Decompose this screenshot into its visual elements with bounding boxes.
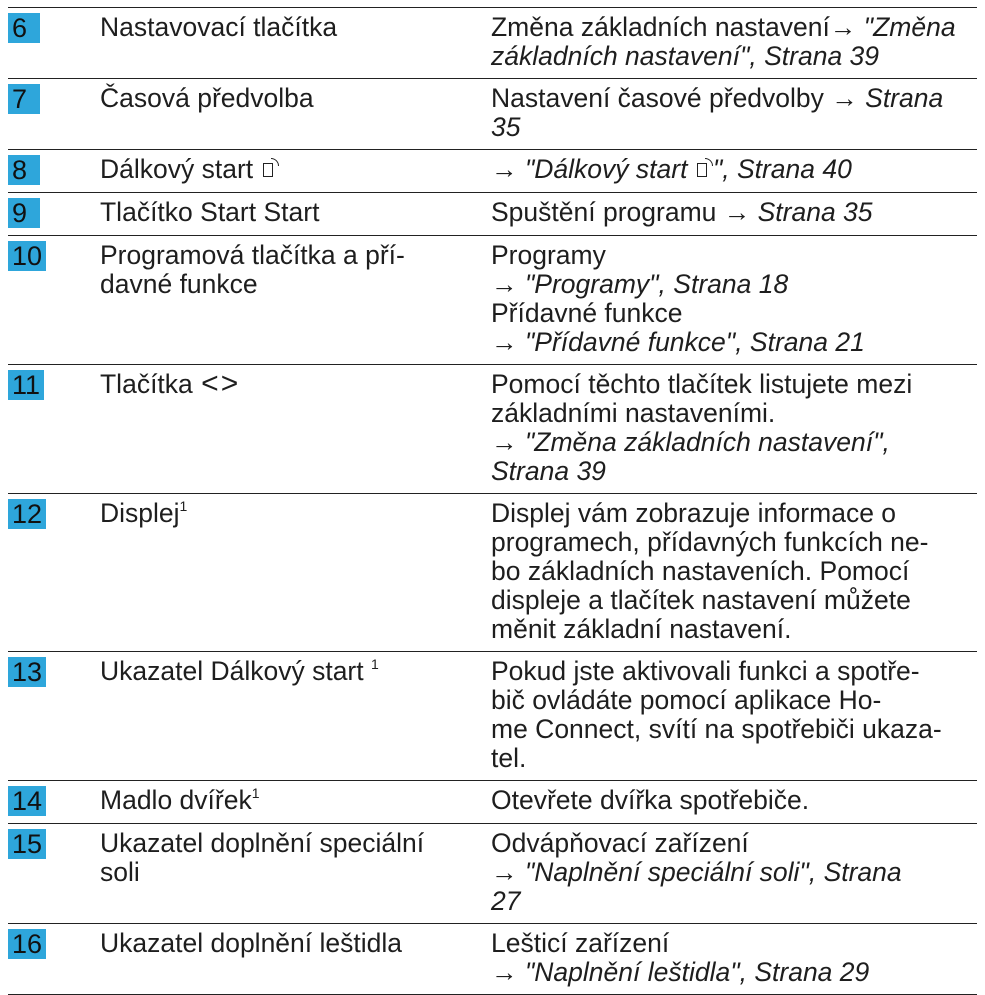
description-line	[491, 13, 977, 42]
item-number-badge: 16	[8, 929, 46, 959]
description-line	[491, 686, 977, 715]
description-line	[491, 399, 977, 428]
description-line	[491, 42, 977, 71]
control-description	[491, 79, 977, 150]
page-reference: 27	[491, 886, 521, 916]
table-row	[8, 824, 977, 924]
item-number-badge: 13	[8, 657, 46, 687]
description-line	[491, 829, 977, 858]
description-text: Spuštění programu →	[491, 197, 758, 227]
control-name	[100, 652, 491, 781]
footnote-marker: 1	[370, 656, 379, 672]
row-number-cell	[8, 79, 100, 150]
description-line	[491, 155, 977, 184]
control-name-text: Dálkový start	[100, 154, 254, 184]
page-reference: "Změna základních nastavení",	[524, 427, 890, 457]
row-number-cell	[8, 365, 100, 494]
control-name	[100, 365, 491, 494]
description-line	[491, 241, 977, 270]
description-text: bo základních nastaveních. Pomocí	[491, 556, 910, 586]
description-line	[491, 858, 977, 887]
description-line	[491, 328, 977, 357]
table-row	[8, 150, 977, 193]
row-number-cell	[8, 193, 100, 236]
description-text: Pokud jste aktivovali funkci a spotře-	[491, 656, 920, 686]
page-reference: "Naplnění speciální soli", Strana	[524, 857, 902, 887]
description-text: Otevřete dvířka spotřebiče.	[491, 785, 810, 815]
remote-start-icon-wave	[705, 158, 713, 166]
description-text: měnit základní nastavení.	[491, 614, 792, 644]
footnote-marker: 1	[251, 785, 260, 801]
description-text: →	[491, 957, 525, 987]
control-description	[491, 494, 977, 652]
description-text: Změna základních nastavení→	[491, 12, 864, 42]
page-reference: "Změna	[863, 12, 956, 42]
page-reference: základních nastavení", Strana 39	[491, 41, 880, 71]
description-line	[491, 657, 977, 686]
description-text: Lešticí zařízení	[491, 928, 670, 958]
description-line	[491, 270, 977, 299]
description-text: programech, přídavných funkcích ne-	[491, 527, 929, 557]
control-name-text: Ukazatel doplnění leštidla	[100, 928, 402, 958]
control-name-text: Časová předvolba	[100, 83, 314, 113]
control-name-text: Tlačítka	[100, 369, 193, 399]
description-line	[491, 299, 977, 328]
description-line	[491, 958, 977, 987]
description-line	[491, 499, 977, 528]
page-reference: "Naplnění leštidla", Strana 29	[524, 957, 870, 987]
control-name-text: Ukazatel Dálkový start	[100, 656, 371, 686]
item-number-badge: 6	[8, 13, 40, 43]
description-line	[491, 744, 977, 773]
table-row	[8, 236, 977, 365]
control-description	[491, 193, 977, 236]
item-number-badge: 9	[8, 198, 40, 228]
control-description	[491, 652, 977, 781]
remote-start-icon	[261, 158, 279, 180]
item-number-badge: 15	[8, 829, 46, 859]
control-description	[491, 781, 977, 824]
remote-start-icon-wave	[271, 158, 279, 166]
row-number-cell	[8, 781, 100, 824]
control-description	[491, 924, 977, 995]
description-text: →	[491, 857, 525, 887]
control-name-line: davné funkce	[100, 269, 258, 299]
description-line	[491, 528, 977, 557]
description-line	[491, 887, 977, 916]
page-reference: Strana 39	[491, 456, 606, 486]
control-description	[491, 824, 977, 924]
control-name	[100, 193, 491, 236]
control-description	[491, 8, 977, 79]
description-text: →	[491, 327, 525, 357]
row-number-cell	[8, 8, 100, 79]
description-text: Pomocí těchto tlačítek listujete mezi	[491, 369, 913, 399]
description-text: →	[491, 427, 525, 457]
table-row	[8, 652, 977, 781]
description-text: základními nastaveními.	[491, 398, 776, 428]
control-reference-table	[8, 7, 977, 995]
control-name	[100, 824, 491, 924]
control-name-text: Madlo dvířek	[100, 785, 252, 815]
table-row	[8, 193, 977, 236]
control-name	[100, 924, 491, 995]
page-reference: Strana 35	[757, 197, 873, 227]
control-name	[100, 8, 491, 79]
table-row	[8, 924, 977, 995]
item-number-badge: 10	[8, 241, 46, 271]
row-number-cell	[8, 494, 100, 652]
table-row	[8, 781, 977, 824]
chevron-left-icon: <	[201, 367, 219, 400]
page-reference: 35	[491, 112, 521, 142]
description-text: me Connect, svítí na spotřebiči ukaza-	[491, 714, 942, 744]
item-number-badge: 11	[8, 370, 44, 400]
control-description	[491, 365, 977, 494]
description-text: displeje a tlačítek nastavení můžete	[491, 585, 911, 615]
row-number-cell	[8, 236, 100, 365]
footnote-marker: 1	[179, 498, 188, 514]
description-text: Odvápňovací zařízení	[491, 828, 749, 858]
control-name-text: Tlačítko Start Start	[100, 197, 320, 227]
table-row	[8, 494, 977, 652]
control-name	[100, 781, 491, 824]
description-text: Nastavení časové předvolby →	[491, 83, 866, 113]
description-line	[491, 615, 977, 644]
page-reference: ", Strana 40	[712, 154, 852, 184]
control-name-line: Ukazatel doplnění speciální	[100, 828, 425, 858]
description-line	[491, 586, 977, 615]
description-line	[491, 557, 977, 586]
description-text: tel.	[491, 743, 527, 773]
row-number-cell	[8, 924, 100, 995]
description-line	[491, 457, 977, 486]
table-row	[8, 365, 977, 494]
control-name-line: Programová tlačítka a pří-	[100, 240, 405, 270]
control-name	[100, 150, 491, 193]
control-name-text: Displej	[100, 498, 180, 528]
page-reference: "Přídavné funkce", Strana 21	[524, 327, 865, 357]
description-text: →	[491, 269, 525, 299]
control-name	[100, 494, 491, 652]
control-description	[491, 236, 977, 365]
control-name-text: Nastavovací tlačítka	[100, 12, 338, 42]
description-line	[491, 715, 977, 744]
description-text: Přídavné funkce	[491, 298, 683, 328]
page-reference: "Programy", Strana 18	[524, 269, 789, 299]
table-body	[8, 8, 977, 995]
description-line	[491, 370, 977, 399]
control-description	[491, 150, 977, 193]
description-text: Programy	[491, 240, 606, 270]
item-number-badge: 7	[8, 84, 40, 114]
control-name	[100, 79, 491, 150]
item-number-badge: 8	[8, 155, 40, 185]
description-text: bič ovládáte pomocí aplikace Ho-	[491, 685, 882, 715]
item-number-badge: 12	[8, 499, 46, 529]
control-name	[100, 236, 491, 365]
description-text: →	[491, 154, 525, 184]
row-number-cell	[8, 652, 100, 781]
description-line	[491, 84, 977, 113]
description-line	[491, 786, 977, 815]
description-line	[491, 198, 977, 227]
control-name-line: soli	[100, 857, 140, 887]
description-line	[491, 428, 977, 457]
row-number-cell	[8, 150, 100, 193]
remote-start-icon	[695, 158, 713, 180]
chevron-right-icon: >	[220, 367, 239, 400]
item-number-badge: 14	[8, 786, 46, 816]
description-line	[491, 113, 977, 142]
table-row	[8, 8, 977, 79]
table-row	[8, 79, 977, 150]
page-reference: Strana	[865, 83, 944, 113]
description-text: Displej vám zobrazuje informace o	[491, 498, 897, 528]
page-reference: "Dálkový start	[524, 154, 688, 184]
row-number-cell	[8, 824, 100, 924]
